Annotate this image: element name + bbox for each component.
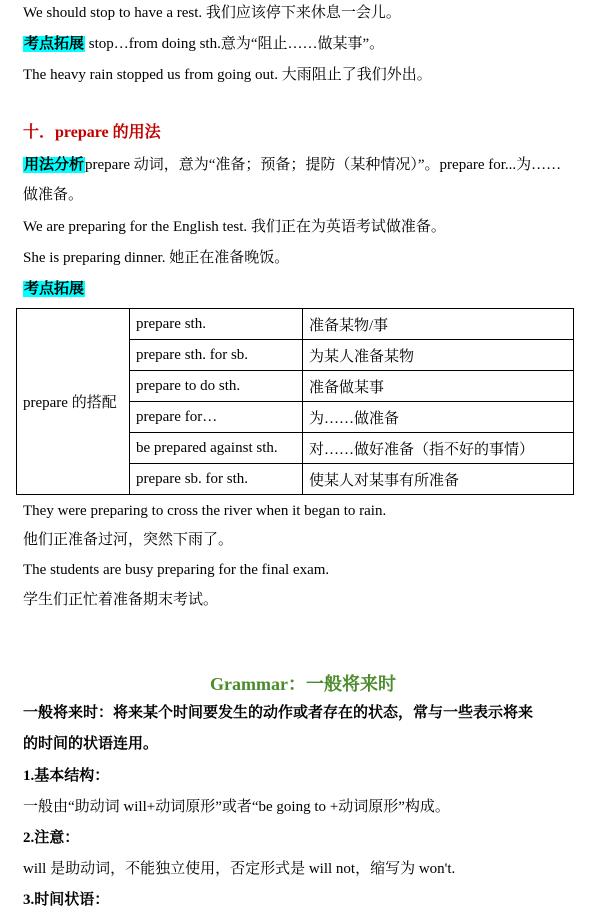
note-text: stop…from doing sth.意为“阻止……做某事”。 <box>85 36 385 52</box>
table-cell: be prepared against sth. <box>130 433 303 464</box>
usage-continuation: 做准备。 <box>23 187 84 203</box>
example-sentence: She is preparing dinner. 她正在准备晚饭。 <box>23 250 290 266</box>
example-sentence: We should stop to have a rest. 我们应该停下来休息一会儿。 <box>23 5 401 21</box>
note-line <box>23 279 85 299</box>
table-cell: 为某人准备某物 <box>303 340 574 371</box>
table-label-cell: prepare 的搭配 <box>17 309 130 495</box>
table-cell: prepare for… <box>130 402 303 433</box>
translation: 学生们正忙着准备期末考试。 <box>23 592 219 608</box>
tag-highlight: 用法分析 <box>24 157 85 173</box>
example-sentence: The heavy rain stopped us from going out. 大雨阻止了我们外出。 <box>23 67 432 83</box>
example-sentence: We are preparing for the English test. 我们正在为英语考试做准备。 <box>23 219 446 235</box>
usage-text: prepare 动词，意为“准备；预备；提防（某种情况）”。prepare for...为…… <box>85 157 562 173</box>
tag-highlight: 考点拓展 <box>24 36 85 52</box>
section-title: 十．prepare 的用法 <box>23 124 161 141</box>
subsection-title: 2.注意： <box>23 830 80 846</box>
example-sentence: They were preparing to cross the river when it began to rain. <box>23 503 387 519</box>
note-line <box>23 34 384 54</box>
table-cell: 准备做某事 <box>303 371 574 402</box>
subsection-text: will 是助动词，不能独立使用，否定形式是 will not，缩写为 won't. <box>23 861 456 877</box>
subsection-text: 一般由“助动词 will+动词原形”或者“be going to +动词原形”构成。 <box>23 799 450 815</box>
table-cell: prepare sth. for sb. <box>130 340 303 371</box>
table-row <box>17 309 574 340</box>
table-cell: prepare sth. <box>130 309 303 340</box>
translation: 他们正准备过河，突然下雨了。 <box>23 532 234 548</box>
table-cell: 为……做准备 <box>303 402 574 433</box>
example-sentence: The students are busy preparing for the final exam. <box>23 562 330 578</box>
table-cell: prepare sb. for sth. <box>130 464 303 495</box>
definition-line: 一般将来时：将来某个时间要发生的动作或者存在的状态，常与一些表示将来 <box>23 705 534 721</box>
grammar-heading: Grammar：一般将来时 <box>210 674 396 694</box>
usage-line <box>23 155 561 175</box>
table-cell: 使某人对某事有所准备 <box>303 464 574 495</box>
subsection-title: 1.基本结构： <box>23 768 110 784</box>
subsection-title: 3.时间状语： <box>23 892 110 908</box>
table-cell: 对……做好准备（指不好的事情） <box>303 433 574 464</box>
table-cell: 准备某物/事 <box>303 309 574 340</box>
collocation-table <box>16 308 574 495</box>
tag-highlight: 考点拓展 <box>24 281 85 297</box>
table-cell: prepare to do sth. <box>130 371 303 402</box>
definition-line: 的时间的状语连用。 <box>23 736 159 752</box>
